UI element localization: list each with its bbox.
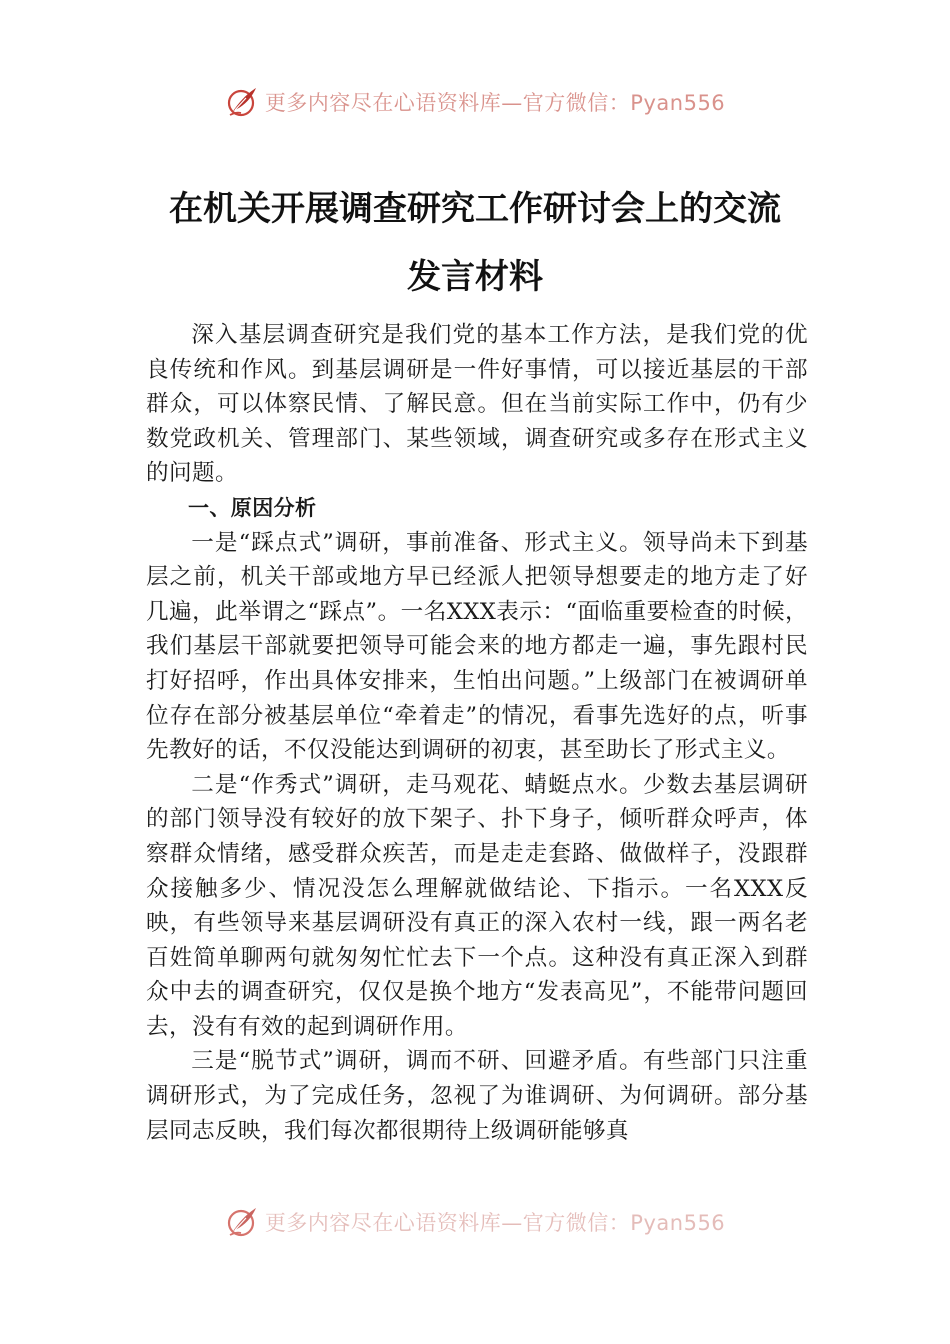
body-paragraph: 二是“作秀式”调研，走马观花、蜻蜓点水。少数去基层调研的部门领导没有较好的放下架子、扑下身子，倾听群众呼声，体察群众情绪，感受群众疾苦，而是走走套路、做做样子，没跟群众接触多少、情况没怎么理解就做结论、下指示。一名XXX反映，有些领导来基层调研没有真正的深入农村一线，跟一两名老百姓简单聊两句就匆匆忙忙去下一个点。这种没有真正深入到群众中去的调查研究，仅仅是换个地方“发表高见”，不能带问题回去，没有有效的起到调研作用。 — [146, 771, 808, 1040]
body-paragraph: 三是“脱节式”调研，调而不研、回避矛盾。有些部门只注重调研形式，为了完成任务，忽视了为谁调研、为何调研。部分基层同志反映，我们每次都很期待上级调研能够真 — [146, 1048, 808, 1144]
quill-logo-icon — [225, 1205, 259, 1239]
section-heading: 一、原因分析 — [188, 495, 317, 520]
document-title-line-1: 在机关开展调查研究工作研讨会上的交流 — [169, 189, 781, 229]
document-title-line-2: 发言材料 — [407, 257, 543, 297]
intro-paragraph: 深入基层调查研究是我们党的基本工作方法，是我们党的优良传统和作风。到基层调研是一件好事情，可以接近基层的干部群众，可以体察民情、了解民意。但在当前实际工作中，仍有少数党政机关、管理部门、某些领域，调查研究或多存在形式主义的问题。 — [146, 322, 808, 487]
watermark-banner-bottom — [0, 1202, 950, 1242]
watermark-text: 更多内容尽在心语资料库—官方微信：Pyan556 — [264, 91, 726, 115]
document-body — [146, 318, 808, 1148]
watermark-text: 更多内容尽在心语资料库—官方微信：Pyan556 — [264, 1211, 726, 1235]
body-paragraph: 一是“踩点式”调研，事前准备、形式主义。领导尚未下到基层之前，机关干部或地方早已经派人把领导想要走的地方走了好几遍，此举谓之“踩点”。一名XXX表示：“面临重要检查的时候，我们基层干部就要把领导可能会来的地方都走一遍，事先跟村民打好招呼，作出具体安排来，生怕出问题。”上级部门在被调研单位存在部分被基层单位“牵着走”的情况，看事先选好的点，听事先教好的话，不仅没能达到调研的初衷，甚至助长了形式主义。 — [146, 529, 808, 764]
